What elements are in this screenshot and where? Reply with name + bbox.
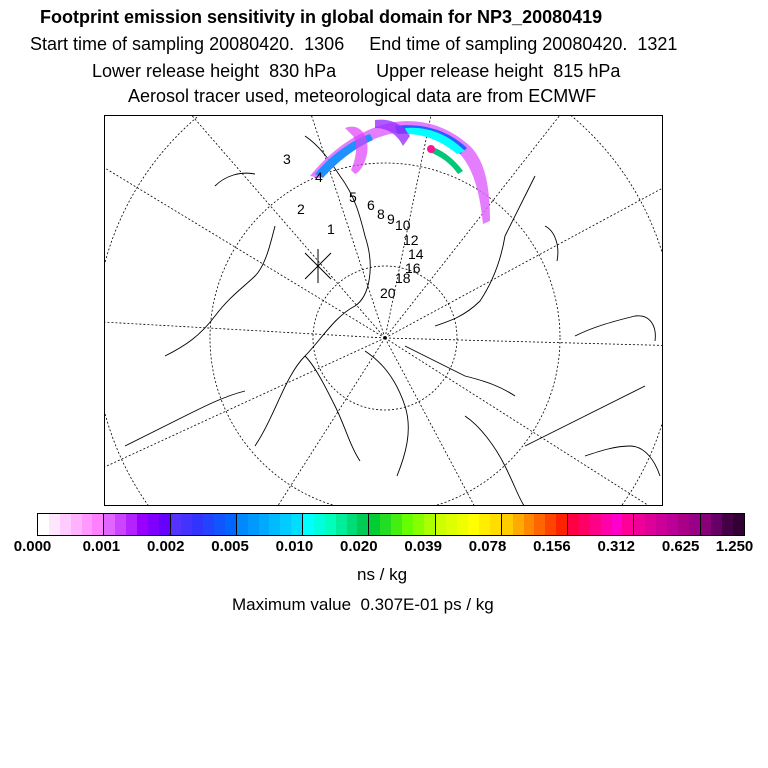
maximum-value-text: Maximum value 0.307E-01 ps / kg bbox=[232, 595, 494, 614]
colorbar-swatch bbox=[82, 514, 93, 535]
colorbar-swatch bbox=[369, 514, 380, 535]
colorbar-swatch bbox=[568, 514, 579, 535]
colorbar-swatch bbox=[468, 514, 479, 535]
colorbar-swatch bbox=[446, 514, 457, 535]
colorbar-swatch bbox=[733, 514, 744, 535]
colorbar-tick-label: 0.312 bbox=[597, 538, 636, 555]
colorbar-swatch bbox=[237, 514, 248, 535]
coastlines bbox=[125, 136, 660, 506]
colorbar-swatch bbox=[634, 514, 645, 535]
colorbar-swatch bbox=[314, 514, 325, 535]
traj-label: 2 bbox=[297, 201, 305, 217]
colorbar-swatch bbox=[248, 514, 259, 535]
colorbar-swatch bbox=[203, 514, 214, 535]
colorbar-swatch bbox=[171, 514, 182, 535]
traj-label: 10 bbox=[395, 217, 411, 233]
traj-label: 16 bbox=[405, 260, 421, 276]
sampling-time-line: Start time of sampling 20080420. 1306 End time of sampling 20080420. 1321 bbox=[30, 34, 678, 54]
colorbar-tick-label: 0.005 bbox=[211, 538, 249, 555]
colorbar-swatch bbox=[545, 514, 556, 535]
colorbar-swatch bbox=[60, 514, 71, 535]
colorbar-swatch bbox=[413, 514, 424, 535]
colorbar-swatch bbox=[49, 514, 60, 535]
colorbar-tick-label: 0.010 bbox=[275, 538, 314, 555]
colorbar-swatch bbox=[38, 514, 49, 535]
colorbar-swatch bbox=[590, 514, 601, 535]
colorbar-swatch bbox=[711, 514, 722, 535]
traj-label: 6 bbox=[367, 197, 375, 213]
colorbar-swatch bbox=[601, 514, 612, 535]
meridians bbox=[105, 116, 663, 506]
colorbar-tick-label: 1.250 bbox=[715, 538, 754, 555]
trajectory-labels bbox=[283, 151, 424, 301]
colorbar-swatch bbox=[479, 514, 490, 535]
plot-title: Footprint emission sensitivity in global domain for NP3_20080419 bbox=[40, 7, 603, 27]
colorbar-swatch bbox=[534, 514, 545, 535]
colorbar-swatch bbox=[225, 514, 237, 535]
colorbar-swatch bbox=[214, 514, 225, 535]
colorbar-swatch bbox=[126, 514, 137, 535]
colorbar-tick-label: 0.001 bbox=[82, 538, 121, 555]
traj-label: 20 bbox=[380, 285, 396, 301]
colorbar-tick-label: 0.078 bbox=[468, 538, 507, 555]
colorbar-tick-label: 0.000 bbox=[13, 538, 52, 555]
colorbar-swatch bbox=[424, 514, 436, 535]
colorbar-swatch bbox=[656, 514, 667, 535]
colorbar-tick-label: 0.020 bbox=[340, 538, 378, 555]
colorbar-swatch bbox=[701, 514, 712, 535]
colorbar-swatch bbox=[148, 514, 159, 535]
polar-map bbox=[104, 115, 663, 506]
colorbar-swatch bbox=[722, 514, 733, 535]
colorbar-swatch bbox=[303, 514, 314, 535]
traj-label: 1 bbox=[327, 221, 335, 237]
traj-label: 14 bbox=[408, 246, 424, 262]
colorbar-swatch bbox=[280, 514, 291, 535]
colorbar-swatch bbox=[291, 514, 303, 535]
traj-label: 5 bbox=[349, 189, 357, 205]
colorbar-swatch bbox=[181, 514, 192, 535]
colorbar bbox=[37, 513, 745, 536]
colorbar-swatch bbox=[347, 514, 358, 535]
traj-label: 18 bbox=[395, 270, 411, 286]
colorbar-swatch bbox=[556, 514, 568, 535]
traj-label: 12 bbox=[403, 232, 419, 248]
release-height-line: Lower release height 830 hPa Upper release height 815 hPa bbox=[92, 61, 621, 81]
colorbar-swatch bbox=[612, 514, 623, 535]
colorbar-swatch bbox=[92, 514, 104, 535]
colorbar-tick-label: 0.156 bbox=[533, 538, 571, 555]
colorbar-swatch bbox=[71, 514, 82, 535]
colorbar-swatch bbox=[380, 514, 391, 535]
colorbar-swatch bbox=[667, 514, 678, 535]
tracer-info-line: Aerosol tracer used, meteorological data are from ECMWF bbox=[128, 86, 597, 106]
colorbar-swatch bbox=[137, 514, 148, 535]
colorbar-swatch bbox=[513, 514, 524, 535]
colorbar-swatch bbox=[689, 514, 701, 535]
colorbar-swatch bbox=[436, 514, 447, 535]
colorbar-swatch bbox=[325, 514, 336, 535]
release-point-marker bbox=[305, 249, 331, 283]
colorbar-swatch bbox=[357, 514, 369, 535]
colorbar-units: ns / kg bbox=[357, 565, 408, 584]
colorbar-swatch bbox=[104, 514, 115, 535]
colorbar-swatch bbox=[524, 514, 535, 535]
latitude-circles bbox=[105, 116, 663, 506]
colorbar-swatch bbox=[579, 514, 590, 535]
traj-label: 8 bbox=[377, 206, 385, 222]
colorbar-swatch bbox=[115, 514, 126, 535]
colorbar-tick-label: 0.039 bbox=[404, 538, 442, 555]
colorbar-swatch bbox=[457, 514, 468, 535]
colorbar-tick-label: 0.002 bbox=[146, 538, 185, 555]
traj-label: 9 bbox=[387, 211, 395, 227]
colorbar-swatch bbox=[622, 514, 634, 535]
traj-label: 3 bbox=[283, 151, 291, 167]
map-svg bbox=[105, 116, 663, 506]
colorbar-swatch bbox=[391, 514, 402, 535]
colorbar-swatch bbox=[490, 514, 502, 535]
colorbar-tick-label: 0.625 bbox=[661, 538, 700, 555]
colorbar-swatch bbox=[645, 514, 656, 535]
colorbar-swatch bbox=[159, 514, 171, 535]
colorbar-swatch bbox=[192, 514, 203, 535]
colorbar-swatch bbox=[678, 514, 689, 535]
colorbar-swatch bbox=[269, 514, 280, 535]
colorbar-swatch bbox=[402, 514, 413, 535]
colorbar-swatch bbox=[259, 514, 270, 535]
colorbar-swatch bbox=[336, 514, 347, 535]
colorbar-swatch bbox=[502, 514, 513, 535]
traj-label: 4 bbox=[315, 169, 323, 185]
